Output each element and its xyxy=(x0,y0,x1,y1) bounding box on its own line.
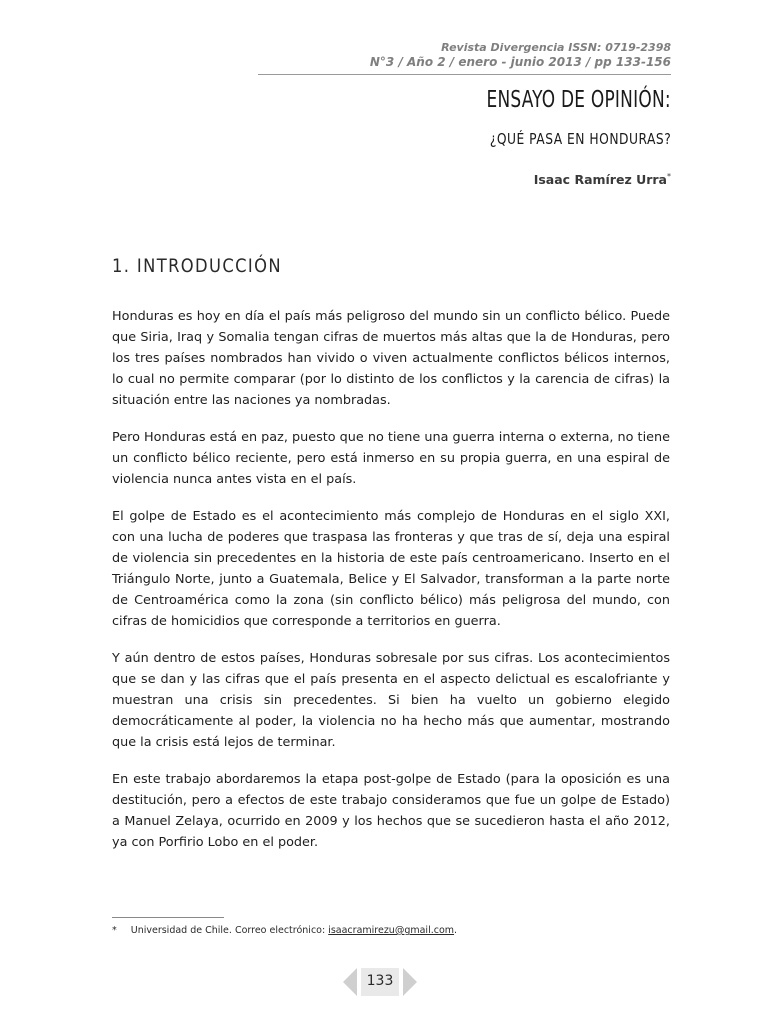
issue-line: N°3 / Año 2 / enero - junio 2013 / pp 133-156 xyxy=(369,55,671,69)
footnote xyxy=(112,925,457,936)
body-text xyxy=(112,306,670,869)
footnote-divider xyxy=(112,917,224,918)
header-divider xyxy=(258,74,671,75)
article-subtitle: ¿QUÉ PASA EN HONDURAS? xyxy=(489,130,671,148)
footnote-email-link[interactable]: isaacramirezu@gmail.com xyxy=(328,925,455,936)
footnote-end: . xyxy=(454,925,458,936)
author-footnote-mark: * xyxy=(667,172,671,181)
footnote-text: Universidad de Chile. Correo electrónico: xyxy=(130,925,329,936)
paragraph: En este trabajo abordaremos la etapa post-golpe de Estado (para la oposición es una destitución, pero a efectos de este trabajo consideramos que fue un golpe de Estado) a Manuel Zelaya, ocurrido en 2009 y los hechos que se sucedieron hasta el año 2012, ya con Porfirio Lobo en el poder. xyxy=(112,772,670,850)
journal-line: Revista Divergencia ISSN: 0719-2398 xyxy=(441,41,671,54)
article-title: ENSAYO DE OPINIÓN: xyxy=(486,87,671,113)
journal-header xyxy=(370,40,671,70)
paragraph: Honduras es hoy en día el país más peligroso del mundo sin un conflicto bélico. Puede que Siria, Iraq y Somalia tengan cifras de muertos más altas que la de Honduras, pero los tres países nombrados han vivido o viven actualmente conflictos bélicos internos, lo cual no permite comparar (por lo distinto de los conflictos y la carencia de cifras) la situación entre las naciones ya nombradas. xyxy=(112,309,670,408)
author-line xyxy=(534,172,671,187)
paragraph: Y aún dentro de estos países, Honduras sobresale por sus cifras. Los acontecimientos que se dan y las cifras que el país presenta en el aspecto delictual es escalofriante y muestran una crisis sin precedentes. Si bien ha vuelto un gobierno elegido democráticamente al poder, la violencia no ha hecho más que aumentar, mostrando que la crisis está lejos de terminar. xyxy=(112,651,670,750)
page-number: 133 xyxy=(366,973,394,989)
paragraph: Pero Honduras está en paz, puesto que no tiene una guerra interna o externa, no tiene un conflicto bélico reciente, pero está inmerso en su propia guerra, en una espiral de violencia nunca antes vista en el país. xyxy=(112,430,670,487)
paragraph: El golpe de Estado es el acontecimiento más complejo de Honduras en el siglo XXI, con una lucha de poderes que traspasa las fronteras y que tras de sí, deja una espiral de violencia sin precedentes en la historia de este país centroamericano. Inserto en el Triángulo Norte, junto a Guatemala, Belice y El Salvador, transforman a la parte norte de Centroamérica como la zona (sin conflicto bélico) más peligrosa del mundo, con cifras de homicidios que corresponde a territorios en guerra. xyxy=(112,509,670,629)
author-name: Isaac Ramírez Urra xyxy=(533,172,667,188)
footnote-mark: * xyxy=(112,925,117,936)
page-number-marker xyxy=(343,966,417,998)
section-heading: 1. INTRODUCCIÓN xyxy=(112,255,282,277)
